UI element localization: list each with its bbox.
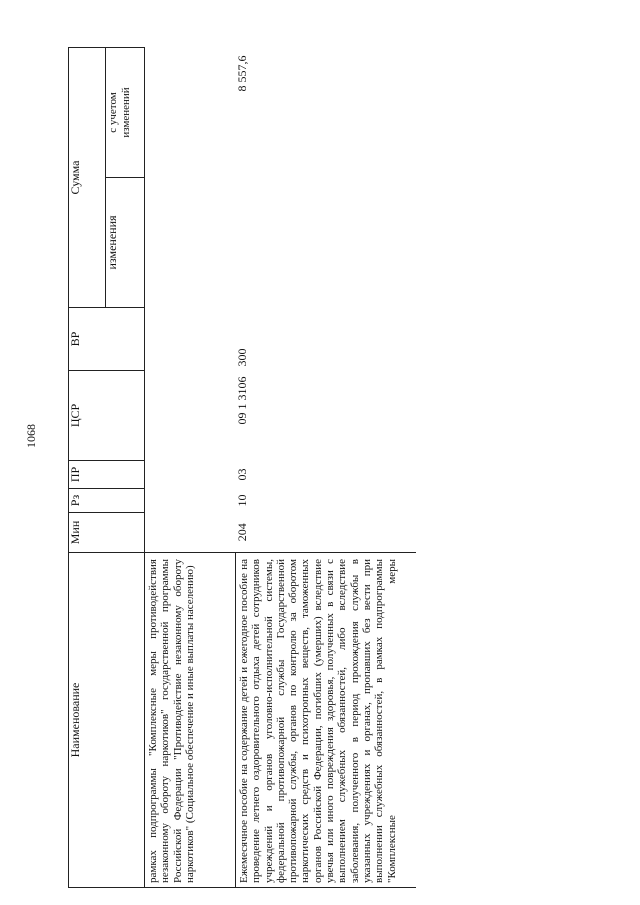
- row-name: [145, 553, 236, 888]
- header-with-changes: [106, 47, 145, 177]
- row-change: [145, 178, 236, 308]
- row-name-text: рамках подпрограммы "Комплексные меры противодействия незаконному обороту наркотиков" государственной программы Российской Федерации "Противодействие незаконному обороту наркотиков" (Социальное обеспечение и иные выплаты населению): [147, 559, 196, 883]
- row-ministry: [145, 513, 236, 553]
- row-section: [145, 489, 236, 513]
- row-ministry: 204: [234, 523, 249, 542]
- table-row: [145, 47, 236, 887]
- header-subsection: ПР: [69, 461, 145, 489]
- header-ministry: Мин: [69, 513, 145, 553]
- budget-table-container: [68, 48, 592, 888]
- row-with-changes: 8 557,6: [234, 55, 249, 92]
- header-section: Рз: [69, 489, 145, 513]
- header-expense-type: ВР: [69, 308, 145, 371]
- row-section: 10: [234, 494, 249, 507]
- row-change: [236, 178, 417, 308]
- header-with-changes-line1: с учетом: [107, 92, 119, 133]
- table-row: [236, 47, 417, 887]
- row-expense-type: 300: [234, 348, 249, 367]
- row-name: Ежемесячное пособие на содержание детей и ежегодное пособие на проведение летнего оздоровительного отдыха детей сотрудников учреждений и органов уголовно-исполнительной системы, федеральной противопожарной службы Государственной противопожарной службы, органов по контролю за оборотом наркотических средств и психотропных веществ, таможенных органов Российской Федерации, погибших (умерших) вследствие увечья или иного повреждения здоровья, полученных в связи с выполнением служебных обязанностей, либо вследствие заболевания, полученного в период прохождения службы в указанных учреждениях и органах, пропавших без вести при выполнении служебных обязанностей, в рамках подпрограммы "Комплексные меры: [236, 553, 417, 888]
- row-expense-type: [145, 308, 236, 371]
- table-header: [69, 47, 145, 887]
- row-target-article: [145, 371, 236, 461]
- row-subsection: [145, 461, 236, 489]
- page-number-text: 1068: [24, 424, 38, 448]
- row-subsection: 03: [234, 468, 249, 481]
- row-target-article: 09 1 3106: [234, 376, 249, 425]
- page-number: [24, 424, 39, 448]
- row-with-changes: [145, 47, 236, 177]
- header-target-article: ЦСР: [69, 371, 145, 461]
- header-change: изменения: [106, 178, 145, 308]
- header-with-changes-line2: изменений: [120, 87, 132, 138]
- header-sum: Сумма: [69, 47, 106, 307]
- budget-table: [68, 47, 416, 888]
- header-name: Наименование: [69, 553, 145, 888]
